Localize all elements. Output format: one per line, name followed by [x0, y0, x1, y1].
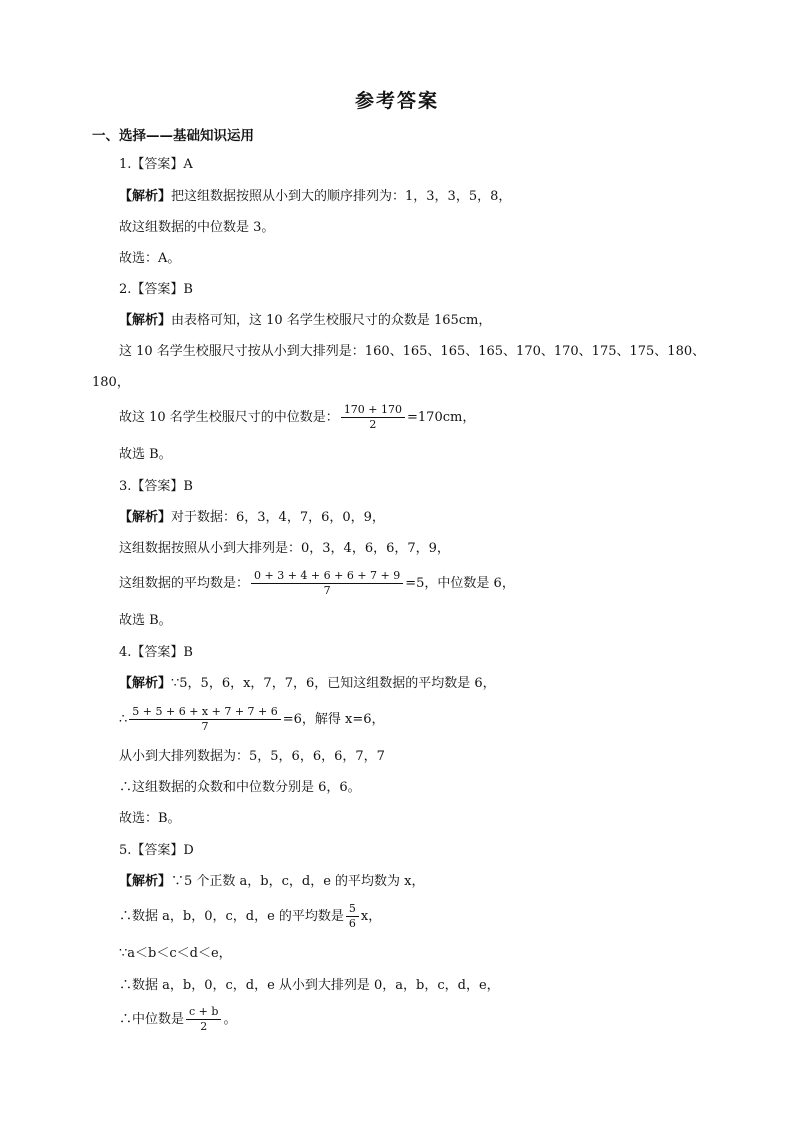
q2-text-2: 这 10 名学生校服尺寸按从小到大排列是：160、165、165、165、170、170、175、175、180、 [119, 344, 706, 359]
q3-text-1: 对于数据：6，3，4，7，6，0，9， [171, 510, 385, 525]
q5-fraction [346, 902, 359, 931]
q3-text-3-pre: 这组数据的平均数是： [119, 576, 250, 591]
q4-text-4: ∴这组数据的众数和中位数分别是 6，6。 [119, 780, 361, 795]
q1-answer: 1.【答案】A [119, 157, 193, 172]
q3-text-2: 这组数据按照从小到大排列是：0，3，4，6，6，7，9， [119, 541, 450, 556]
q5-fraction [186, 1005, 221, 1034]
q2-text-3: 180， [92, 375, 130, 390]
q4-equation-line [119, 705, 385, 734]
q4-text-3: 从小到大排列数据为：5，5，6，6，6，7，7 [119, 749, 385, 764]
q3-text-3-post: =5，中位数是 6， [405, 576, 515, 591]
q3-analysis-line [119, 509, 385, 527]
q5-text-3: ∵a＜b＜c＜d＜e， [119, 946, 232, 961]
q5-analysis-line [119, 873, 425, 891]
analysis-tag: 【解析】 [119, 676, 172, 691]
q4-fraction [129, 705, 280, 734]
q5-text-5-post: 。 [223, 1012, 237, 1027]
q5-text-2-post: x， [360, 909, 382, 924]
q3-answer: 3.【答案】B [119, 479, 193, 494]
q4-answer: 4.【答案】B [119, 645, 193, 660]
analysis-tag: 【解析】 [119, 313, 172, 328]
q2-text-4-pre: 故这 10 名学生校服尺寸的中位数是： [119, 410, 339, 425]
q4-text-2-post: =6，解得 x=6， [282, 712, 385, 727]
analysis-tag: 【解析】 [119, 510, 172, 525]
q4-analysis-line [119, 675, 496, 693]
q5-text-4: ∴数据 a，b，0，c，d，e 从小到大排列是 0，a，b，c，d，e， [119, 978, 500, 993]
q3-text-4: 故选 B。 [119, 613, 172, 628]
q2-analysis-line [119, 312, 491, 330]
q2-text-5: 故选 B。 [119, 447, 172, 462]
numerator: 5 + 5 + 6 + x + 7 + 7 + 6 [132, 705, 278, 718]
numerator: c + b [189, 1005, 219, 1018]
q1-text-2: 故这组数据的中位数是 3。 [119, 220, 275, 235]
analysis-tag: 【解析】 [119, 874, 172, 889]
denominator: 2 [200, 1020, 208, 1033]
denominator: 2 [369, 418, 377, 431]
q1-text-3: 故选：A。 [119, 251, 181, 266]
q3-fraction [251, 569, 403, 598]
section-heading: 一、选择——基础知识运用 [92, 128, 254, 144]
q4-text-2-pre: ∴ [119, 712, 128, 727]
page-title: 参考答案 [354, 90, 439, 112]
numerator: 170 + 170 [343, 403, 403, 416]
analysis-tag: 【解析】 [119, 189, 172, 204]
q1-text-1: 把这组数据按照从小到大的顺序排列为：1，3，3，5，8， [171, 189, 512, 204]
q2-median-line [119, 403, 475, 432]
numerator: 5 [348, 902, 356, 915]
denominator: 7 [323, 584, 331, 597]
q4-text-5: 故选：B。 [119, 811, 181, 826]
q5-mean-line [119, 902, 381, 931]
q1-analysis-line [119, 188, 511, 206]
q2-text-4-post: =170cm， [407, 410, 476, 425]
q2-text-1: 由表格可知，这 10 名学生校服尺寸的众数是 165cm， [171, 313, 492, 328]
q5-text-1: ∵5 个正数 a，b，c，d，e 的平均数为 x， [171, 874, 425, 889]
q5-answer: 5.【答案】D [119, 843, 194, 858]
q2-answer: 2.【答案】B [119, 282, 193, 297]
q5-text-5-pre: ∴中位数是 [119, 1012, 185, 1027]
q5-median-line [119, 1005, 236, 1034]
q4-text-1: ∵5，5，6，x，7，7，6，已知这组数据的平均数是 6， [171, 676, 496, 691]
numerator: 0 + 3 + 4 + 6 + 6 + 7 + 9 [254, 569, 401, 582]
q5-text-2-pre: ∴数据 a，b，0，c，d，e 的平均数是 [119, 909, 344, 924]
denominator: 6 [348, 917, 356, 930]
q3-mean-line [119, 569, 515, 598]
denominator: 7 [201, 720, 209, 733]
q2-fraction [341, 403, 405, 432]
